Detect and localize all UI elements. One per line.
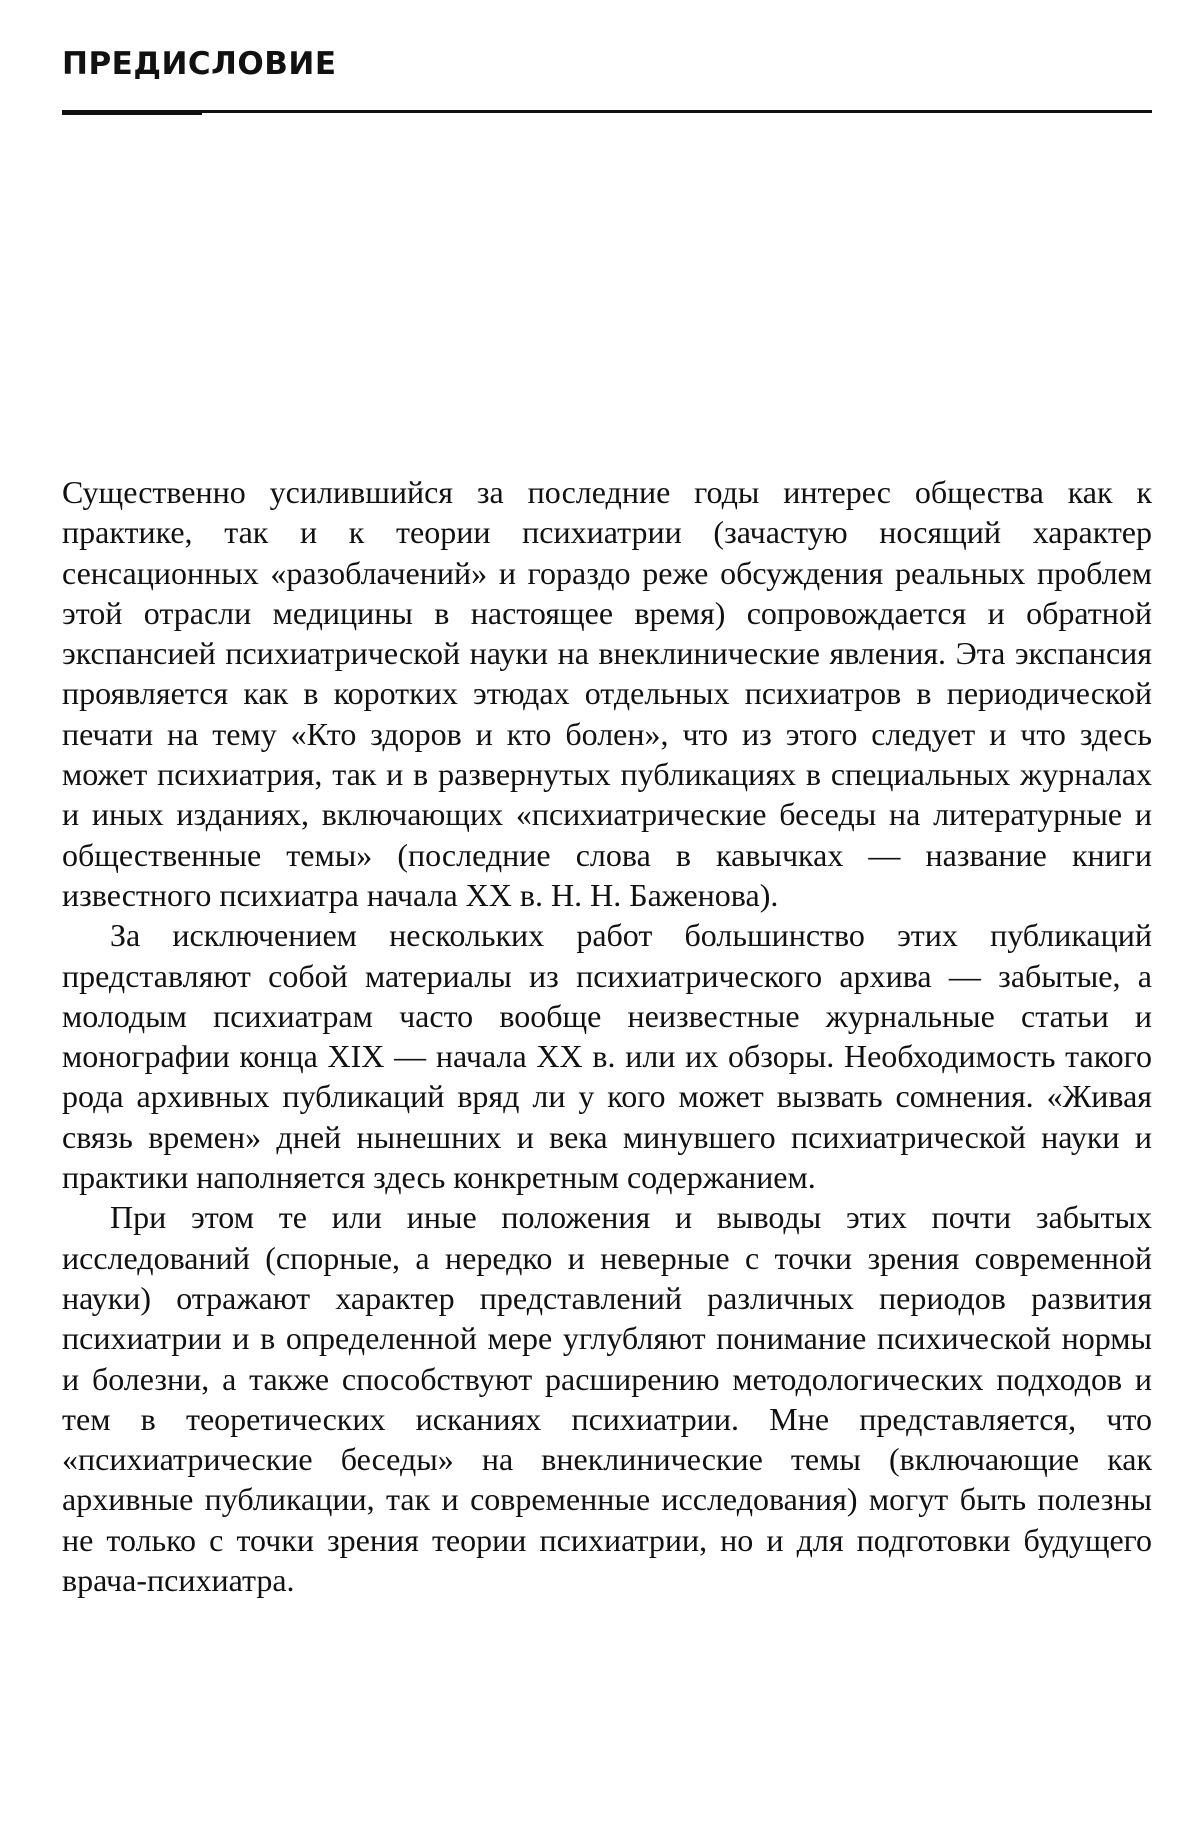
heading-rule (62, 110, 1152, 113)
paragraph-2: За исключением нескольких работ большинство этих публикаций представляют собой материалы из психиатрического архива — забытые, а молодым психиатрам часто вообще неизвестные журнальные статьи и монографии конца XIX — начала XX в. или их обзоры. Необходимость такого рода архивных публикаций вряд ли у кого может вызвать сомнения. «Живая связь времен» дней нынешних и века минувшего психиатрической науки и практики наполняется здесь конкретным содержанием. (62, 917, 1152, 1196)
heading-rule-accent (62, 113, 202, 115)
body-text (62, 472, 1152, 1600)
paragraph-1: Существенно усилившийся за последние годы интерес общества как к практике, так и к теории психиатрии (зачастую носящий характер сенсационных «разоблачений» и гораздо реже обсуждения реальных проблем этой отрасли медицины в настоящее время) сопровождается и обратной экспансией психиатрической науки на внеклинические явления. Эта экспансия проявляется как в коротких этюдах отдельных психиатров в периодической печати на тему «Кто здоров и кто болен», что из этого следует и что здесь может психиатрия, так и в развернутых публикациях в специальных журналах и иных изданиях, включающих «психиатрические беседы на литературные и общественные темы» (последние слова в кавычках — название книги известного психиатра начала XX в. Н. Н. Баженова). (62, 474, 1152, 913)
paragraph-3: При этом те или иные положения и выводы этих почти забытых исследований (спорные, а нередко и неверные с точки зрения современной науки) отражают характер представлений различных периодов развития психиатрии и в определенной мере углубляют понимание психической нормы и болезни, а также способствуют расширению методологических подходов и тем в теоретических исканиях психиатрии. Мне представляется, что «психиатрические беседы» на внеклинические темы (включающие как архивные публикации, так и современные исследования) могут быть полезны не только с точки зрения теории психиатрии, но и для подготовки будущего врача-психиатра. (62, 1199, 1152, 1599)
page-title: ПРЕДИСЛОВИЕ (62, 46, 337, 82)
